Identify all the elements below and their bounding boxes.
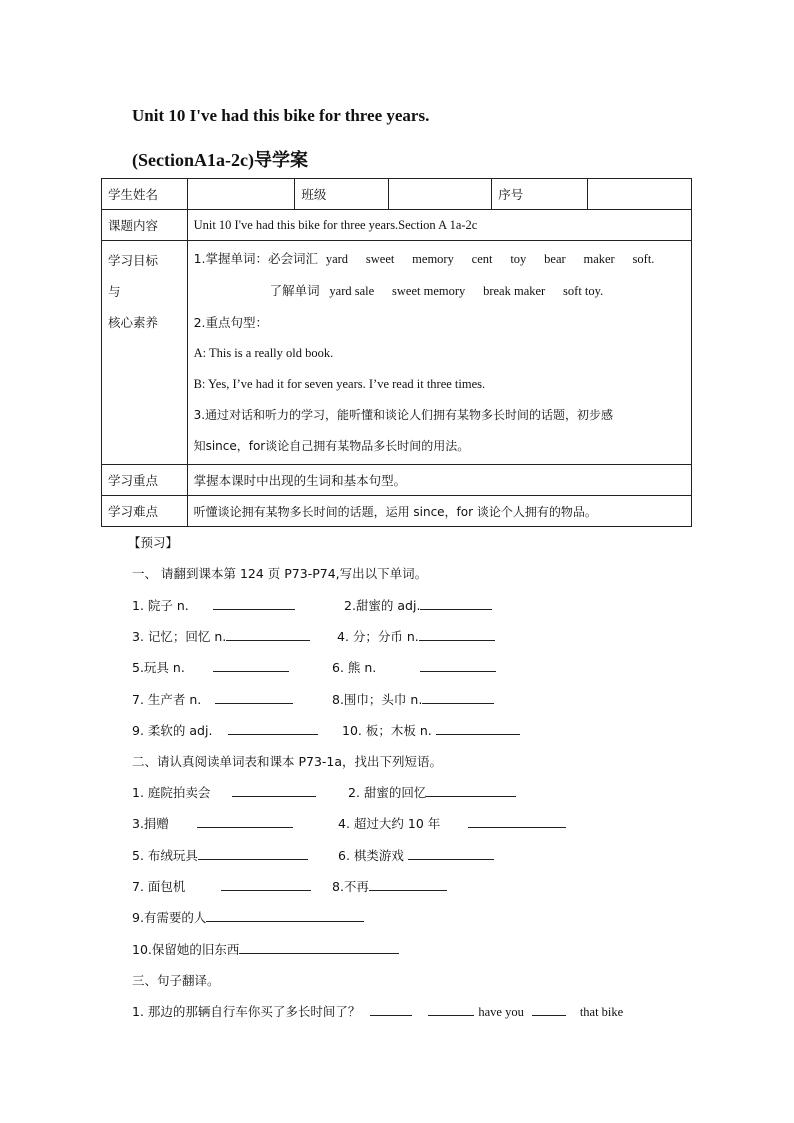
answer-blank[interactable] [420, 597, 492, 610]
name-label: 学生姓名 [102, 179, 188, 210]
answer-blank[interactable] [426, 784, 516, 797]
word: soft toy. [563, 284, 604, 298]
phrase-item-3: 3.捐赠 [132, 814, 293, 832]
phrase-item-10: 10.保留她的旧东西 [132, 940, 399, 958]
word: cent [471, 252, 493, 266]
phrase-item-4: 4. 超过大约 10 年 [338, 814, 566, 832]
goals-label: 学习目标 与 核心素养 [102, 241, 188, 465]
phrase-item-2: 2. 甜蜜的回忆 [348, 783, 516, 801]
answer-blank[interactable] [213, 659, 289, 672]
word: break maker [483, 284, 546, 298]
answer-blank[interactable] [468, 815, 566, 828]
word-item-6: 6. 熊 n. [332, 658, 496, 676]
word: yard sale [329, 284, 375, 298]
goal2b: B: Yes, I’ve had it for seven years. I’ve read it three times. [193, 377, 486, 391]
answer-blank[interactable] [422, 691, 494, 704]
answer-blank[interactable] [226, 628, 310, 641]
word-item-5: 5.玩具 n. [132, 658, 289, 676]
answer-blank[interactable] [436, 722, 520, 735]
goal1-prefix: 1.掌握单词：必会词汇 [193, 251, 318, 266]
answer-blank[interactable] [215, 691, 293, 704]
word-item-1: 1. 院子 n. [132, 596, 295, 614]
class-label: 班级 [295, 179, 389, 210]
answer-blank[interactable] [369, 878, 447, 891]
word-item-2: 2.甜蜜的 adj. [344, 596, 492, 614]
word: memory [412, 252, 454, 266]
word-item-7: 7. 生产者 n. [132, 690, 293, 708]
word: yard [325, 252, 349, 266]
number-label: 序号 [492, 179, 588, 210]
word: toy [510, 252, 527, 266]
word: sweet [365, 252, 395, 266]
unit-title: Unit 10 I've had this bike for three years. [132, 106, 430, 125]
answer-blank[interactable] [197, 815, 293, 828]
phrase-item-6: 6. 棋类游戏 [338, 846, 494, 864]
goal1b-prefix: 了解单词 [269, 283, 320, 298]
section-3-heading: 三、句子翻译。 [132, 973, 220, 988]
word-item-3: 3. 记忆；回忆 n. [132, 627, 310, 645]
section-1-heading: 一、 请翻到课本第 124 页 P73-P74,写出以下单词。 [132, 566, 428, 581]
phrase-item-9: 9.有需要的人 [132, 908, 364, 926]
name-field[interactable] [187, 179, 295, 210]
goals-content [187, 241, 691, 465]
phrase-item-8: 8.不再 [332, 877, 447, 895]
answer-blank[interactable] [221, 878, 311, 891]
topic-value: Unit 10 I've had this bike for three years.Section A 1a-2c [187, 210, 691, 241]
word-item-4: 4. 分；分币 n. [337, 627, 495, 645]
section-2-heading: 二、请认真阅读单词表和课本 P73-1a，找出下列短语。 [132, 754, 443, 769]
sentence-item-1: 1. 那边的那辆自行车你买了多长时间了？ have you that bike [132, 1004, 624, 1019]
answer-blank[interactable] [213, 597, 295, 610]
word: sweet memory [392, 284, 466, 298]
difficulty-value: 听懂谈论拥有某物多长时间的话题，运用 since，for 谈论个人拥有的物品。 [187, 496, 691, 527]
answer-blank[interactable] [370, 1003, 412, 1016]
answer-blank[interactable] [239, 941, 399, 954]
word-item-10: 10. 板；木板 n. [342, 721, 520, 739]
section-title: (SectionA1a-2c)导学案 [132, 150, 308, 170]
key-value: 掌握本课时中出现的生词和基本句型。 [187, 465, 691, 496]
info-table [101, 178, 692, 527]
key-label: 学习重点 [102, 465, 188, 496]
difficulty-label: 学习难点 [102, 496, 188, 527]
answer-blank[interactable] [206, 909, 364, 922]
answer-blank[interactable] [419, 628, 495, 641]
answer-blank[interactable] [232, 784, 316, 797]
phrase-item-7: 7. 面包机 [132, 877, 311, 895]
word: soft. [632, 252, 655, 266]
topic-label: 课题内容 [102, 210, 188, 241]
answer-blank[interactable] [420, 659, 496, 672]
goal3b: 知since，for谈论自己拥有某物品多长时间的用法。 [193, 439, 470, 453]
word-item-9: 9. 柔软的 adj. [132, 721, 318, 739]
word: bear [544, 252, 566, 266]
answer-blank[interactable] [198, 847, 308, 860]
goal2: 2.重点句型： [193, 315, 268, 330]
sentence-fragment: have you [478, 1005, 524, 1019]
phrase-item-1: 1. 庭院拍卖会 [132, 783, 316, 801]
number-field[interactable] [588, 179, 692, 210]
phrase-item-5: 5. 布绒玩具 [132, 846, 308, 864]
answer-blank[interactable] [532, 1003, 566, 1016]
answer-blank[interactable] [228, 722, 318, 735]
class-field[interactable] [389, 179, 492, 210]
answer-blank[interactable] [428, 1003, 474, 1016]
preview-heading: 【预习】 [128, 535, 179, 550]
goal2a: A: This is a really old book. [193, 346, 334, 360]
answer-blank[interactable] [408, 847, 494, 860]
word: maker [583, 252, 615, 266]
goal3a: 3.通过对话和听力的学习，能听懂和谈论人们拥有某物多长时间的话题，初步感 [193, 408, 614, 422]
sentence-fragment: that bike [579, 1005, 624, 1019]
word-item-8: 8.围巾；头巾 n. [332, 690, 494, 708]
